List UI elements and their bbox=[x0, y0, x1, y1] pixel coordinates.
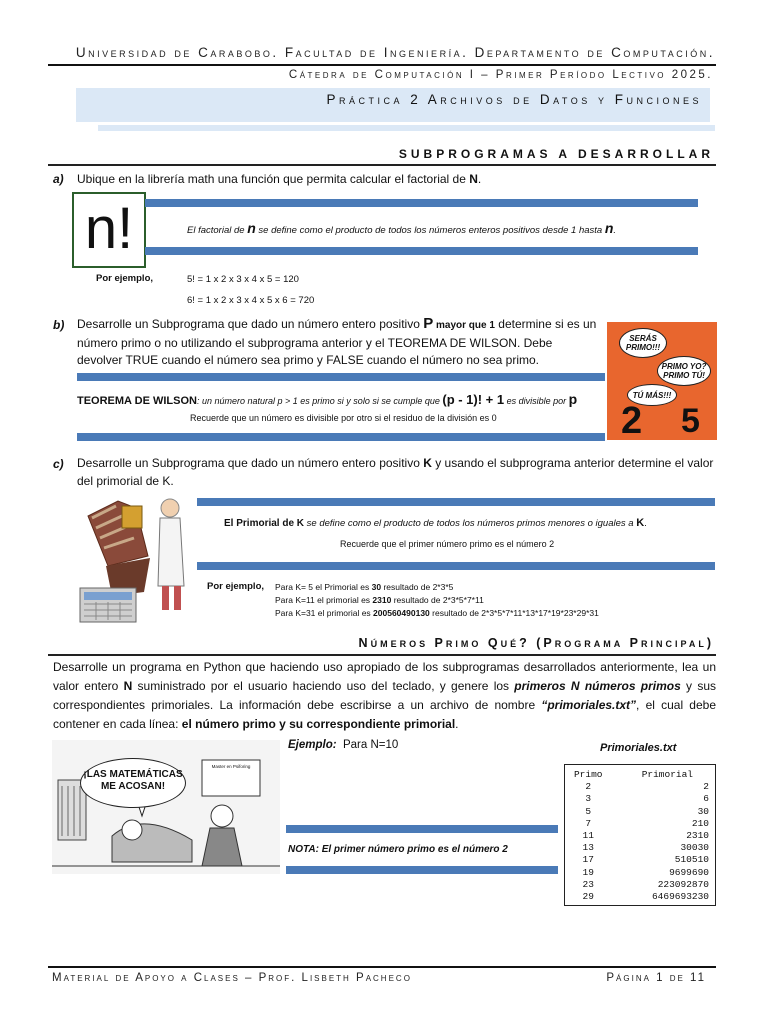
factorial-icon: n! bbox=[72, 192, 146, 268]
primorial-example-3: Para K=31 el primorial es 200560490130 resultado de 2*3*5*7*11*13*17*19*23*29*31 bbox=[275, 608, 599, 618]
prime-cell: 17 bbox=[582, 854, 594, 866]
primes-cartoon-image bbox=[607, 322, 717, 440]
item-c-label: c) bbox=[53, 457, 64, 471]
primoriales-table bbox=[565, 769, 715, 903]
page-number: Página 1 de 11 bbox=[606, 972, 706, 984]
table-row bbox=[565, 818, 715, 830]
table-row bbox=[565, 867, 715, 879]
header-course: Cátedra de Computación I – Primer Período Lectivo 2025. bbox=[288, 69, 713, 81]
item-c-text: Desarrolle un Subprograma que dado un número entero positivo K y usando el subprograma anterior determine el valor del primorial de K. bbox=[77, 456, 714, 488]
section-heading-subprogramas: SUBPROGRAMAS A DESARROLLAR bbox=[398, 147, 714, 161]
table-row bbox=[565, 842, 715, 854]
table-row bbox=[565, 830, 715, 842]
table-header-cell: Primo bbox=[573, 769, 603, 780]
table-header-cell: Primorial bbox=[641, 769, 693, 780]
header-university: Universidad de Carabobo. Facultad de Ingeniería. Departamento de Computación. bbox=[75, 45, 715, 60]
cartoon-sign: Master en Psiforing bbox=[211, 764, 251, 769]
section-rule bbox=[48, 164, 716, 166]
cartoon-bubble: SERÁS PRIMO!!! bbox=[619, 328, 667, 358]
item-a-label: a) bbox=[53, 172, 64, 186]
table-row bbox=[565, 879, 715, 891]
cartoon-bubble: TÚ MÁS!!! bbox=[627, 384, 677, 406]
factorial-definition: El factorial de n se define como el producto de todos los números enteros positivos desde 1 hasta n. bbox=[187, 220, 617, 236]
accent-bar bbox=[286, 825, 558, 833]
wilson-theorem: TEOREMA DE WILSON: un número natural p > 1 es primo si y solo si se cumple que (p - 1)! + 1 es divisible por p bbox=[77, 391, 578, 407]
prime-cell: 13 bbox=[582, 842, 594, 854]
primorial-cell: 210 bbox=[691, 817, 709, 829]
wilson-note: Recuerde que un número es divisible por otro si el residuo de la división es 0 bbox=[190, 413, 497, 423]
page-title: Práctica 2 Archivos de Datos y Funciones bbox=[326, 92, 702, 107]
table-row bbox=[565, 854, 715, 866]
cartoon-number-two: 2 bbox=[621, 400, 643, 442]
accent-bar bbox=[145, 199, 698, 207]
primoriales-file-content bbox=[564, 764, 716, 906]
primorial-cell: 223092870 bbox=[657, 878, 709, 890]
primorial-machine-image bbox=[78, 496, 196, 624]
prime-cell: 3 bbox=[585, 793, 592, 805]
primorial-example-2: Para K=11 el primorial es 2310 resultado de 2*3*5*7*11 bbox=[275, 595, 484, 605]
table-row bbox=[565, 806, 715, 818]
footer-author: Material de Apoyo a Clases – Prof. Lisbeth Pacheco bbox=[52, 972, 412, 984]
footer-rule bbox=[48, 966, 716, 968]
prime-cell: 7 bbox=[585, 817, 592, 829]
primorial-cell: 9699690 bbox=[669, 866, 709, 878]
primorial-definition: El Primorial de K se define como el producto de todos los números primos menores o iguales a K. bbox=[224, 517, 647, 529]
table-row bbox=[565, 781, 715, 793]
item-a-text: Ubique en la librería math una función que permita calcular el factorial de N. bbox=[77, 172, 482, 186]
example-heading: Ejemplo: Para N=10 bbox=[288, 739, 399, 751]
main-program-text: Desarrolle un programa en Python que haciendo uso apropiado de los subprogramas desarrollados anteriormente, lea un valor entero N suministrado por el usuario haciendo uso del teclado, y genere los primeros N números primos y sus correspondientes primoriales. La información debe escribirse a un archivo de nombre “primoriales.txt”, el cual debe contener en cada línea: el número primo y su correspondiente primorial. bbox=[53, 660, 717, 731]
file-title: Primoriales.txt bbox=[600, 742, 677, 754]
math-cartoon-image bbox=[52, 740, 280, 874]
example-label: Por ejemplo, bbox=[96, 273, 154, 284]
primorial-cell: 30030 bbox=[680, 842, 709, 854]
section-rule bbox=[48, 654, 716, 656]
primorial-example-label: Por ejemplo, bbox=[207, 581, 265, 592]
first-prime-note: NOTA: El primer número primo es el número 2 bbox=[288, 844, 508, 855]
cartoon-number-five: 5 bbox=[681, 402, 700, 440]
header-rule bbox=[48, 64, 716, 66]
prime-cell: 23 bbox=[582, 878, 594, 890]
section-heading-numeros-primo: Números Primo Qué? (Programa Principal) bbox=[358, 636, 714, 650]
item-b-label: b) bbox=[53, 318, 65, 332]
cartoon-bubble: PRIMO YO? PRIMO TÚ! bbox=[657, 356, 711, 386]
table-row bbox=[565, 891, 715, 903]
accent-bar bbox=[286, 866, 558, 874]
table-header-row bbox=[565, 769, 715, 781]
accent-bar bbox=[77, 433, 605, 441]
primorial-cell: 6 bbox=[703, 793, 709, 805]
primorial-cell: 30 bbox=[697, 805, 709, 817]
primorial-cell: 2310 bbox=[686, 830, 709, 842]
item-b-text: Desarrolle un Subprograma que dado un número entero positivo P mayor que 1 determine si es un número primo o no utilizando el subprograma anterior y el TEOREMA DE WILSON. Debe devolver TRUE cuando el número sea primo y FALSE cuando el número no sea primo. bbox=[77, 315, 597, 367]
primorial-cell: 510510 bbox=[674, 854, 709, 866]
table-row bbox=[565, 793, 715, 805]
prime-cell: 2 bbox=[585, 781, 592, 793]
primorial-example-1: Para K= 5 el Primorial es 30 resultado de 2*3*5 bbox=[275, 582, 454, 592]
primorial-note: Recuerde que el primer número primo es el número 2 bbox=[340, 539, 555, 549]
accent-bar bbox=[77, 373, 605, 381]
prime-cell: 11 bbox=[582, 830, 594, 842]
accent-bar bbox=[197, 562, 715, 570]
prime-cell: 29 bbox=[582, 891, 594, 903]
factorial-example-2: 6! = 1 x 2 x 3 x 4 x 5 x 6 = 720 bbox=[187, 295, 315, 306]
cartoon-speech-bubble: ¡LAS MATEMÁTICAS ME ACOSAN! bbox=[80, 758, 186, 808]
factorial-example-1: 5! = 1 x 2 x 3 x 4 x 5 = 120 bbox=[187, 274, 299, 285]
primorial-cell: 6469693230 bbox=[651, 891, 709, 903]
accent-bar bbox=[145, 247, 698, 255]
primorial-cell: 2 bbox=[703, 781, 709, 793]
title-band-underline bbox=[98, 125, 715, 131]
accent-bar bbox=[197, 498, 715, 506]
prime-cell: 5 bbox=[585, 805, 592, 817]
prime-cell: 19 bbox=[582, 866, 594, 878]
